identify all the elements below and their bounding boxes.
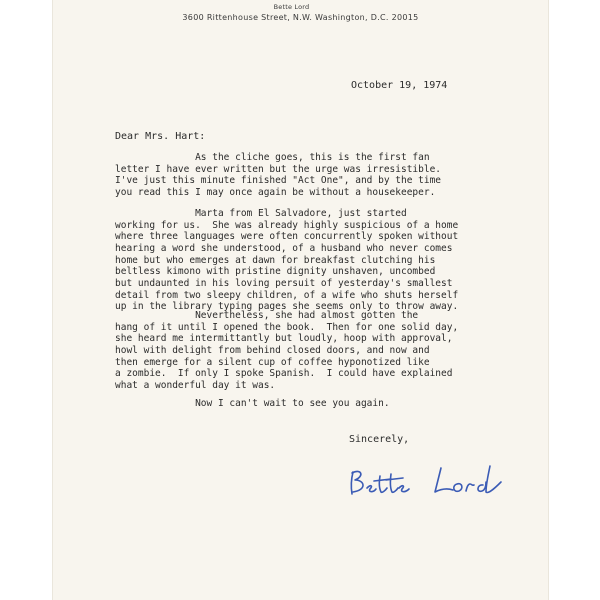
paragraph-2 bbox=[115, 208, 458, 313]
letterhead-name: Bette Lord bbox=[273, 3, 310, 11]
text-line: hearing a word she understood, of a husband who never comes bbox=[115, 242, 453, 254]
signature-image bbox=[343, 462, 518, 502]
text-line: a zombie. If only I spoke Spanish. I could have explained bbox=[115, 368, 453, 380]
text-line: home but who emerges at dawn for breakfast clutching his bbox=[115, 254, 436, 266]
text-line: beltless kimono with pristine dignity unshaven, uncombed bbox=[115, 266, 436, 278]
text-line: up in the library typing pages she seems only to throw away. bbox=[115, 301, 459, 313]
text-line: Now I can't wait to see you again. bbox=[115, 398, 390, 409]
text-line: detail from two sleepy children, of a wife who shuts herself bbox=[115, 289, 459, 301]
paragraph-3 bbox=[115, 310, 458, 392]
text-line: but undaunted in his loving persuit of yesterday's smallest bbox=[115, 277, 453, 289]
text-line: then emerge for a silent cup of coffee hyponotized like bbox=[115, 356, 430, 368]
paragraph-4 bbox=[115, 398, 390, 410]
letter-page bbox=[53, 0, 548, 600]
text-line: you read this I may once again be without a housekeeper. bbox=[115, 186, 436, 198]
salutation: Dear Mrs. Hart: bbox=[115, 131, 206, 142]
text-line: where three languages were often concurrently spoken without bbox=[115, 231, 459, 243]
text-line: Marta from El Salvadore, just started bbox=[115, 208, 407, 219]
text-line: letter I have ever written but the urge was irresistible. bbox=[115, 163, 442, 175]
text-line: I've just this minute finished "Act One", and by the time bbox=[115, 175, 442, 187]
letterhead bbox=[53, 2, 548, 23]
text-line: working for us. She was already highly suspicious of a home bbox=[115, 219, 459, 231]
letterhead-address: 3600 Rittenhouse Street, N.W. Washington, D.C. 20015 bbox=[182, 13, 419, 22]
text-line: As the cliche goes, this is the first fan bbox=[115, 152, 430, 163]
letter-date: October 19, 1974 bbox=[351, 80, 448, 91]
closing: Sincerely, bbox=[349, 434, 410, 445]
text-line: what a wonderful day it was. bbox=[115, 379, 276, 391]
text-line: hang of it until I opened the book. Then for one solid day, bbox=[115, 321, 459, 333]
text-line: howl with delight from behind closed doors, and now and bbox=[115, 344, 430, 356]
paragraph-1 bbox=[115, 152, 441, 199]
text-line: Nevertheless, she had almost gotten the bbox=[115, 310, 419, 321]
text-line: she heard me intermittantly but loudly, hoop with approval, bbox=[115, 333, 453, 345]
